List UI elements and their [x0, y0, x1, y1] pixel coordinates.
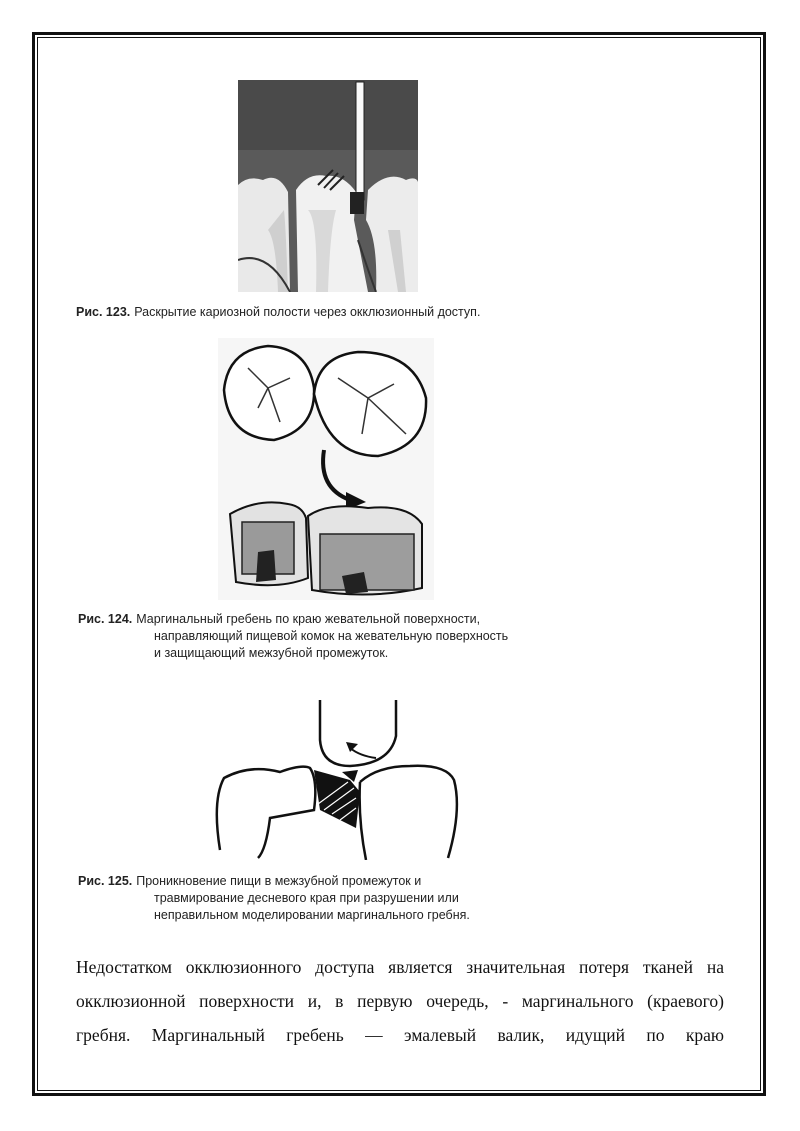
figure-125-illustration: [210, 700, 470, 860]
figure-124-caption: [78, 611, 508, 662]
body-line: окклюзионной поверхности и, в первую очередь, - маргинального (краевого): [76, 991, 724, 1011]
figure-123-caption: [76, 304, 480, 321]
caption-line: Раскрытие кариозной полости через окклюзионный доступ.: [134, 305, 481, 319]
caption-line: Проникновение пищи в межзубной промежуток и: [136, 874, 422, 888]
body-line: Недостатком окклюзионного доступа является значительная потеря тканей на: [76, 957, 724, 977]
figure-number: Рис. 125.: [78, 874, 133, 888]
caption-line: и защищающий межзубной промежуток.: [154, 646, 389, 660]
caption-line: Маргинальный гребень по краю жевательной поверхности,: [136, 612, 481, 626]
figure-number: Рис. 123.: [76, 305, 131, 319]
figure-number: Рис. 124.: [78, 612, 133, 626]
body-line: гребня. Маргинальный гребень — эмалевый валик, идущий по краю: [76, 1025, 724, 1045]
figure-123-illustration: [238, 80, 418, 292]
figure-124-illustration: [218, 338, 434, 600]
caption-line: неправильном моделировании маргинального гребня.: [154, 908, 470, 922]
caption-line: направляющий пищевой комок на жевательную поверхность: [154, 629, 509, 643]
figure-125-caption: [78, 873, 470, 924]
body-paragraph: [76, 950, 724, 1052]
caption-line: травмирование десневого края при разрушении или: [154, 891, 459, 905]
